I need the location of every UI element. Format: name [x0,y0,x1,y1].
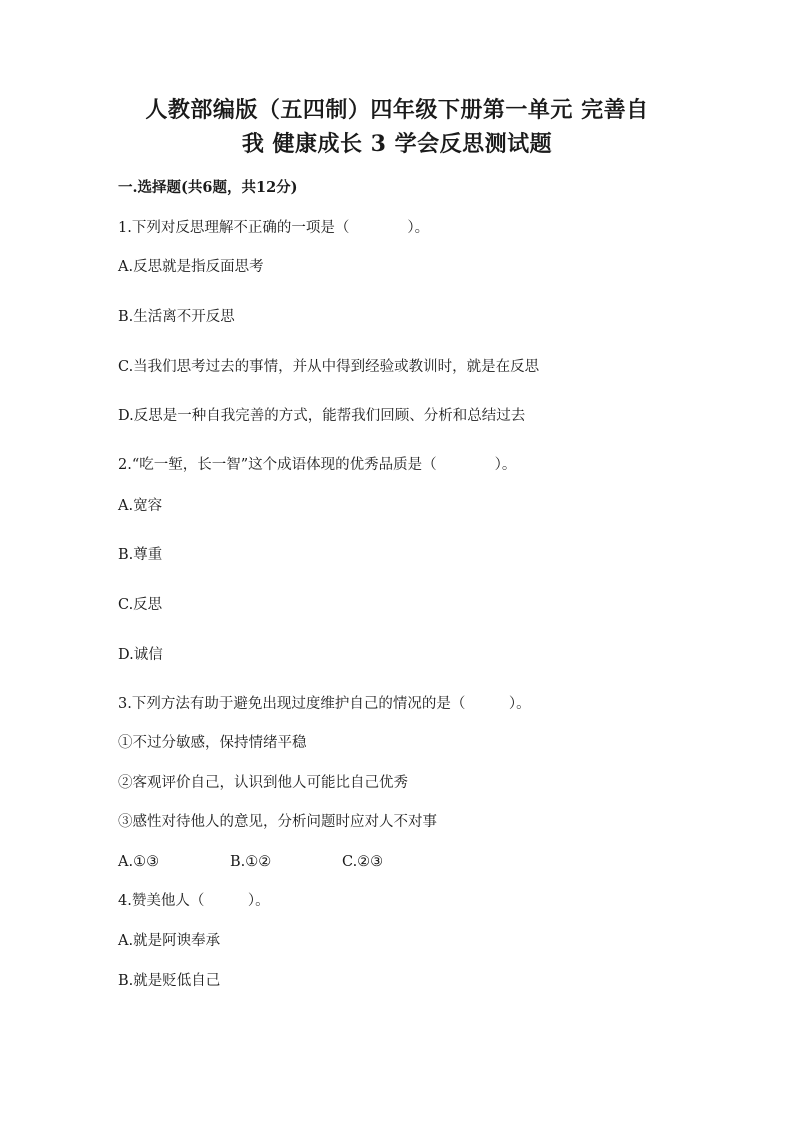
question-3-stem: 3.下列方法有助于避免出现过度维护自己的情况的是（ ）。 [118,696,531,712]
question-4-option-a: A.就是阿谀奉承 [118,933,221,949]
section-heading: 一.选择题(共6题，共12分) [118,179,298,196]
question-1-option-a: A.反思就是指反面思考 [118,259,264,275]
question-2-option-d: D.诚信 [118,647,163,663]
question-4-stem: 4.赞美他人（ ）。 [118,893,270,909]
question-3-options-row [118,852,383,872]
question-3-option-a: A.①③ [118,854,160,870]
question-2-option-a: A.宽容 [118,498,163,514]
question-3-option-b: B.①② [230,854,272,870]
question-1-option-b: B.生活离不开反思 [118,309,235,325]
question-3-statement-3: ③感性对待他人的意见，分析问题时应对人不对事 [118,814,437,830]
question-4-option-b: B.就是贬低自己 [118,973,221,989]
question-2-option-c: C.反思 [118,597,163,613]
question-1-option-c: C.当我们思考过去的事情，并从中得到经验或教训时，就是在反思 [118,359,540,375]
question-3-option-c: C.②③ [342,854,384,870]
question-2-option-b: B.尊重 [118,547,163,563]
question-2-stem: 2.“吃一堑，长一智”这个成语体现的优秀品质是（ ）。 [118,457,517,473]
question-1-option-d: D.反思是一种自我完善的方式，能帮我们回顾、分析和总结过去 [118,408,526,424]
document-title-line-2: 我 健康成长 3 学会反思测试题 [241,131,553,157]
document-title-line-1: 人教部编版（五四制）四年级下册第一单元 完善自 [145,97,649,123]
question-1-stem: 1.下列对反思理解不正确的一项是（ ）。 [118,220,430,236]
question-3-statement-2: ②客观评价自己，认识到他人可能比自己优秀 [118,775,408,791]
question-3-statement-1: ①不过分敏感，保持情绪平稳 [118,735,307,751]
